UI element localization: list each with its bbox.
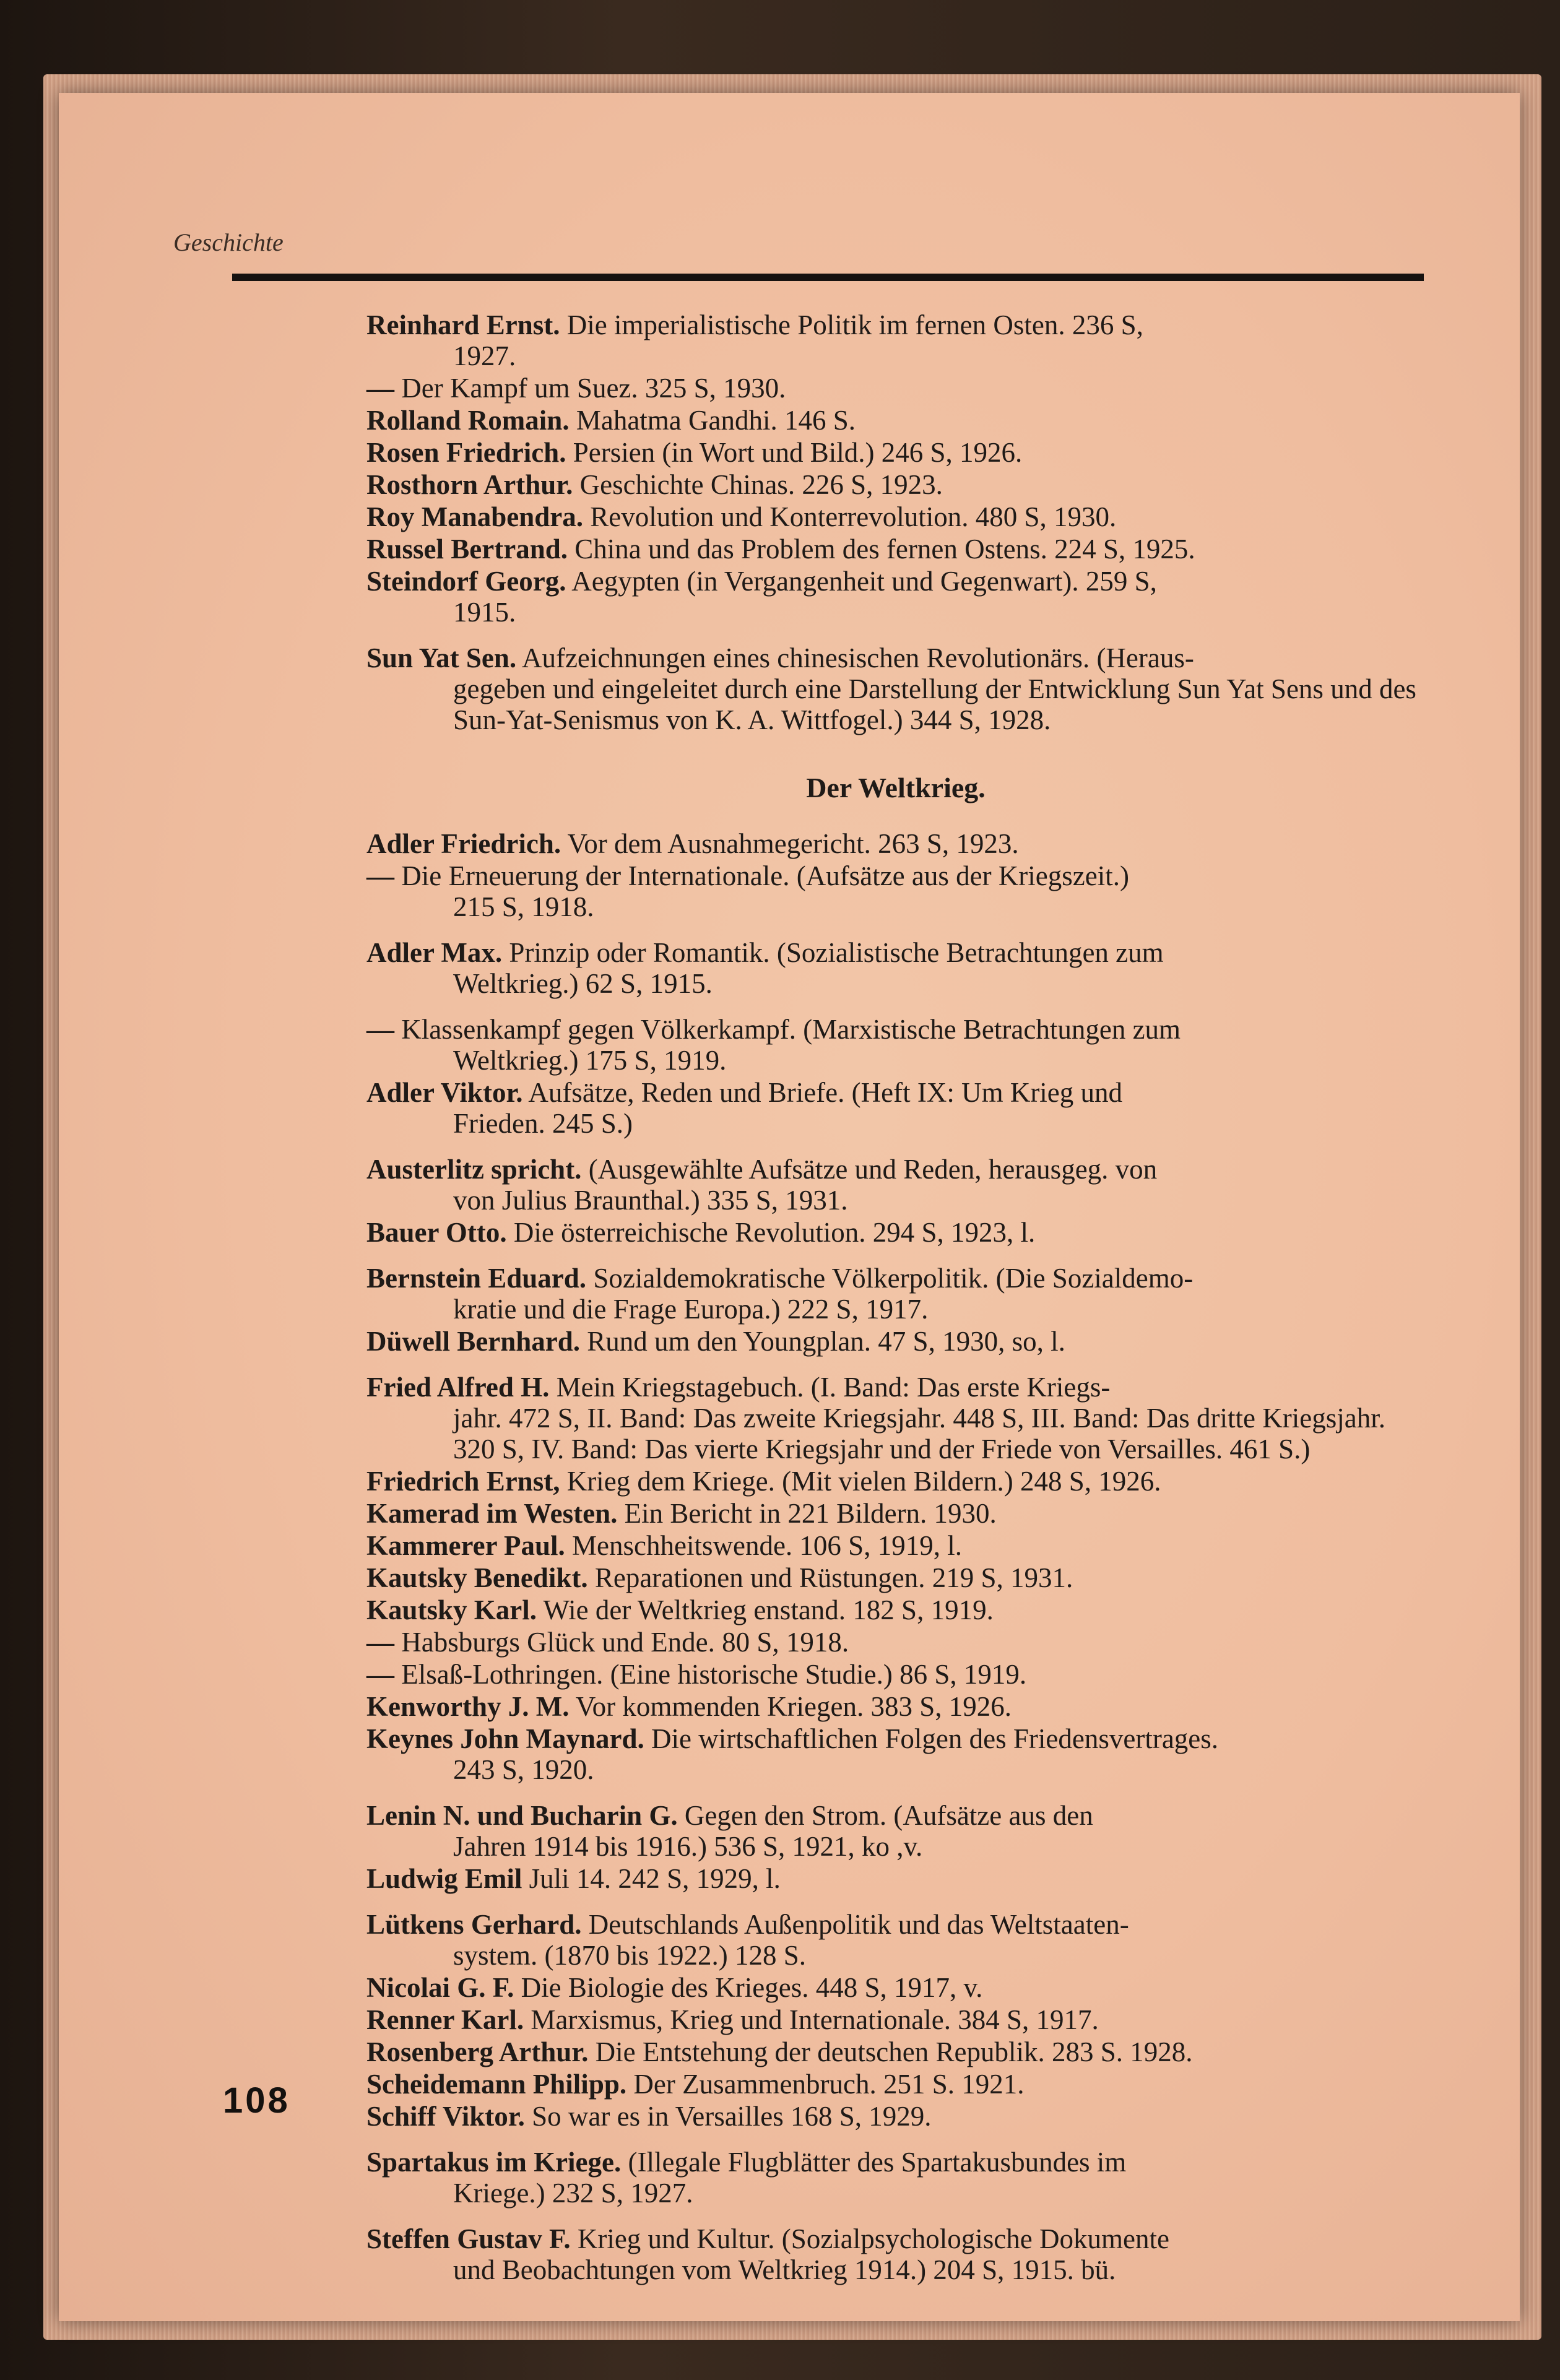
entry-text: Aufsätze, Reden und Briefe. (Heft IX: Um Krieg und (528, 1077, 1123, 1108)
entry-text: Aufzeichnungen eines chinesischen Revolutionärs. (Heraus- (521, 643, 1194, 673)
entry-text: Habsburgs Glück und Ende. 80 S, 1918. (401, 1627, 849, 1658)
entry-author: Lenin N. und Bucharin G. (366, 1800, 678, 1831)
entry-author: — (366, 1014, 394, 1045)
bibliography-entry (366, 2069, 1425, 2100)
entry-first-line (366, 1627, 1425, 1658)
bibliography-entry (366, 1659, 1425, 1690)
entry-first-line (366, 1972, 1425, 2003)
entries-before (366, 309, 1425, 735)
entry-continuation: 1915. (453, 597, 516, 628)
bibliography-entry (366, 937, 1425, 999)
entry-continuation: gegeben und eingeleitet durch eine Darstellung der Entwicklung Sun Yat Sens und des Sun-Yat-Senismus von K. A. Wittfogel.) 344 S, 1928. (453, 673, 1416, 735)
entry-author: Spartakus im Kriege. (366, 2147, 622, 2178)
bibliography-entry (366, 309, 1425, 371)
bibliography-entry (366, 1800, 1425, 1862)
entry-author: Rosenberg Arthur. (366, 2036, 589, 2067)
bibliography-entry (366, 828, 1425, 859)
entry-text: Vor dem Ausnahmegericht. 263 S, 1923. (567, 828, 1019, 859)
entry-first-line (366, 1326, 1425, 1357)
entry-first-line (366, 1372, 1425, 1403)
bibliography-entry (366, 1154, 1425, 1216)
entry-text: Deutschlands Außenpolitik und das Weltstaaten- (588, 1909, 1129, 1940)
entry-author: Adler Viktor. (366, 1077, 523, 1108)
entry-first-line (366, 2101, 1425, 2132)
entry-text: Rund um den Youngplan. 47 S, 1930, so, l. (587, 1326, 1065, 1357)
entry-author: Bernstein Eduard. (366, 1263, 587, 1294)
entry-author: Rosen Friedrich. (366, 437, 566, 468)
bibliography-entry (366, 1691, 1425, 1722)
entry-first-line (366, 405, 1425, 436)
entry-text: Persien (in Wort und Bild.) 246 S, 1926. (573, 437, 1023, 468)
bibliography-entry (366, 1723, 1425, 1785)
entry-continuation: kratie und die Frage Europa.) 222 S, 1917. (453, 1294, 929, 1325)
entry-first-line (366, 937, 1425, 968)
entry-continuation: Weltkrieg.) 175 S, 1919. (453, 1045, 727, 1076)
entry-first-line (366, 1723, 1425, 1754)
bibliography-entry (366, 469, 1425, 500)
bibliography-entry (366, 643, 1425, 735)
entry-author: Kautsky Benedikt. (366, 1562, 588, 1593)
entry-text: Prinzip oder Romantik. (Sozialistische Betrachtungen zum (509, 937, 1164, 968)
entry-text: Mahatma Gandhi. 146 S. (576, 405, 856, 436)
entry-continuation: Weltkrieg.) 62 S, 1915. (453, 968, 713, 999)
entry-author: Roy Manabendra. (366, 501, 584, 532)
entry-author: Keynes John Maynard. (366, 1723, 644, 1754)
entry-author: Sun Yat Sen. (366, 643, 517, 673)
entry-author: Austerlitz spricht. (366, 1154, 582, 1185)
entry-first-line (366, 2147, 1425, 2178)
entry-continuation: system. (1870 bis 1922.) 128 S. (453, 1940, 807, 1971)
entry-author: Rosthorn Arthur. (366, 469, 573, 500)
entry-author: Russel Bertrand. (366, 534, 568, 565)
bibliography-entry (366, 1372, 1425, 1465)
entry-author: Kautsky Karl. (366, 1595, 537, 1625)
bibliography-entry (366, 1972, 1425, 2003)
entry-text: Marxismus, Krieg und Internationale. 384 S, 1917. (531, 2004, 1099, 2035)
entry-author: Düwell Bernhard. (366, 1326, 581, 1357)
entry-text: Die österreichische Revolution. 294 S, 1923, l. (513, 1217, 1036, 1248)
entry-author: Ludwig Emil (366, 1863, 522, 1894)
entry-first-line (366, 1659, 1425, 1690)
bibliography-entry (366, 1263, 1425, 1325)
entry-continuation: 1927. (453, 340, 516, 371)
bibliography-entry (366, 860, 1425, 922)
entry-first-line (366, 1263, 1425, 1294)
entry-author: Fried Alfred H. (366, 1372, 550, 1403)
entry-continuation: Kriege.) 232 S, 1927. (453, 2178, 693, 2209)
page-number: 108 (223, 2080, 290, 2121)
bibliography-entry (366, 2223, 1425, 2285)
entry-text: Die Erneuerung der Internationale. (Aufsätze aus der Kriegszeit.) (401, 860, 1129, 891)
entry-text: (Ausgewählte Aufsätze und Reden, herausgeg. von (588, 1154, 1158, 1185)
entry-first-line (366, 1217, 1425, 1248)
entry-first-line (366, 860, 1425, 891)
entry-author: Kenworthy J. M. (366, 1691, 570, 1722)
entry-text: Krieg und Kultur. (Sozialpsychologische Dokumente (577, 2223, 1169, 2254)
bibliography-entry (366, 1562, 1425, 1593)
entry-continuation: Frieden. 245 S.) (453, 1108, 633, 1139)
entry-author: Adler Friedrich. (366, 828, 561, 859)
entry-author: Renner Karl. (366, 2004, 524, 2035)
entry-text: Die imperialistische Politik im fernen Osten. 236 S, (566, 309, 1143, 340)
bibliography-entry (366, 1498, 1425, 1529)
entry-first-line (366, 1530, 1425, 1561)
entry-author: — (366, 1627, 394, 1658)
bibliography-entry (366, 2147, 1425, 2209)
entry-first-line (366, 1466, 1425, 1497)
entry-first-line (366, 2036, 1425, 2067)
bibliography-entry (366, 1217, 1425, 1248)
entry-continuation: Jahren 1914 bis 1916.) 536 S, 1921, ko ,v. (453, 1831, 923, 1862)
bibliography-entry (366, 437, 1425, 468)
header-rule (232, 274, 1424, 281)
bibliography-entry (366, 566, 1425, 628)
bibliography-entry (366, 1595, 1425, 1625)
entry-continuation: jahr. 472 S, II. Band: Das zweite Kriegsjahr. 448 S, III. Band: Das dritte Kriegsjahr. 320 S, IV. Band: Das vierte Kriegsjahr und der Friede von Versailles. 461 S.) (453, 1403, 1385, 1465)
entry-author: Steffen Gustav F. (366, 2223, 571, 2254)
bibliography-entry (366, 501, 1425, 532)
entry-author: Lütkens Gerhard. (366, 1909, 582, 1940)
entry-author: Schiff Viktor. (366, 2101, 525, 2132)
entry-first-line (366, 2069, 1425, 2100)
entry-first-line (366, 534, 1425, 565)
bibliography (366, 309, 1425, 2287)
entry-text: Sozialdemokratische Völkerpolitik. (Die Sozialdemo- (593, 1263, 1194, 1294)
entry-text: Wie der Weltkrieg enstand. 182 S, 1919. (543, 1595, 994, 1625)
bibliography-entry (366, 1627, 1425, 1658)
entry-author: Kammerer Paul. (366, 1530, 565, 1561)
entry-continuation: 215 S, 1918. (453, 891, 594, 922)
entry-text: Reparationen und Rüstungen. 219 S, 1931. (594, 1562, 1073, 1593)
entry-author: — (366, 1659, 394, 1690)
entry-first-line (366, 643, 1425, 673)
entry-author: Adler Max. (366, 937, 503, 968)
bibliography-entry (366, 2101, 1425, 2132)
entry-first-line (366, 1691, 1425, 1722)
entry-first-line (366, 1562, 1425, 1593)
entry-author: Bauer Otto. (366, 1217, 507, 1248)
entry-text: (Illegale Flugblätter des Spartakusbundes im (628, 2147, 1127, 2178)
entry-first-line (366, 437, 1425, 468)
bibliography-entry (366, 1466, 1425, 1497)
running-header: Geschichte (173, 228, 284, 256)
entry-text: Juli 14. 242 S, 1929, l. (529, 1863, 781, 1894)
entry-first-line (366, 1077, 1425, 1108)
entry-first-line (366, 469, 1425, 500)
entry-text: Die Entstehung der deutschen Republik. 283 S. 1928. (595, 2036, 1193, 2067)
entry-continuation: von Julius Braunthal.) 335 S, 1931. (453, 1185, 848, 1216)
entry-first-line (366, 1595, 1425, 1625)
entry-first-line (366, 309, 1425, 340)
bibliography-entry (366, 373, 1425, 404)
entry-first-line (366, 2223, 1425, 2254)
entry-text: Gegen den Strom. (Aufsätze aus den (684, 1800, 1093, 1831)
entry-text: Menschheitswende. 106 S, 1919, l. (572, 1530, 962, 1561)
bibliography-entry (366, 1014, 1425, 1076)
entry-author: — (366, 860, 394, 891)
bibliography-entry (366, 2004, 1425, 2035)
bibliography-entry (366, 1326, 1425, 1357)
entry-text: Krieg dem Kriege. (Mit vielen Bildern.) 248 S, 1926. (566, 1466, 1161, 1497)
section-heading: Der Weltkrieg. (806, 772, 986, 803)
entry-first-line (366, 1800, 1425, 1831)
entry-text: Ein Bericht in 221 Bildern. 1930. (624, 1498, 997, 1529)
entry-text: Der Kampf um Suez. 325 S, 1930. (401, 373, 786, 404)
entry-text: So war es in Versailles 168 S, 1929. (532, 2101, 932, 2132)
entry-author: Rolland Romain. (366, 405, 570, 436)
entries-after (366, 828, 1425, 2285)
entry-author: Reinhard Ernst. (366, 309, 560, 340)
bibliography-entry (366, 1530, 1425, 1561)
entry-first-line (366, 1154, 1425, 1185)
entry-text: Geschichte Chinas. 226 S, 1923. (579, 469, 943, 500)
entry-first-line (366, 1014, 1425, 1045)
entry-first-line (366, 566, 1425, 597)
bibliography-entry (366, 534, 1425, 565)
entry-text: Der Zusammenbruch. 251 S. 1921. (633, 2069, 1025, 2100)
entry-first-line (366, 373, 1425, 404)
entry-author: Scheidemann Philipp. (366, 2069, 627, 2100)
entry-text: Mein Kriegstagebuch. (I. Band: Das erste Kriegs- (556, 1372, 1111, 1403)
entry-first-line (366, 2004, 1425, 2035)
bibliography-entry (366, 1077, 1425, 1139)
bibliography-entry (366, 1863, 1425, 1894)
entry-first-line (366, 1909, 1425, 1940)
entry-text: Vor kommenden Kriegen. 383 S, 1926. (575, 1691, 1012, 1722)
entry-continuation: und Beobachtungen vom Weltkrieg 1914.) 204 S, 1915. bü. (453, 2254, 1116, 2285)
entry-text: Revolution und Konterrevolution. 480 S, 1930. (590, 501, 1117, 532)
entry-author: Friedrich Ernst, (366, 1466, 560, 1497)
entry-text: Klassenkampf gegen Völkerkampf. (Marxistische Betrachtungen zum (401, 1014, 1181, 1045)
entry-author: — (366, 373, 394, 404)
entry-text: Die Biologie des Krieges. 448 S, 1917, v. (521, 1972, 983, 2003)
entry-text: Aegypten (in Vergangenheit und Gegenwart). 259 S, (571, 566, 1157, 597)
entry-text: China und das Problem des fernen Ostens. 224 S, 1925. (574, 534, 1195, 565)
entry-first-line (366, 1863, 1425, 1894)
entry-continuation: 243 S, 1920. (453, 1754, 594, 1785)
bibliography-entry (366, 1909, 1425, 1971)
entry-author: Steindorf Georg. (366, 566, 566, 597)
entry-first-line (366, 828, 1425, 859)
bibliography-entry (366, 2036, 1425, 2067)
entry-text: Die wirtschaftlichen Folgen des Friedensvertrages. (651, 1723, 1219, 1754)
entry-first-line (366, 1498, 1425, 1529)
entry-text: Elsaß-Lothringen. (Eine historische Studie.) 86 S, 1919. (401, 1659, 1027, 1690)
entry-author: Nicolai G. F. (366, 1972, 514, 2003)
entry-author: Kamerad im Westen. (366, 1498, 618, 1529)
bibliography-entry (366, 405, 1425, 436)
entry-first-line (366, 501, 1425, 532)
